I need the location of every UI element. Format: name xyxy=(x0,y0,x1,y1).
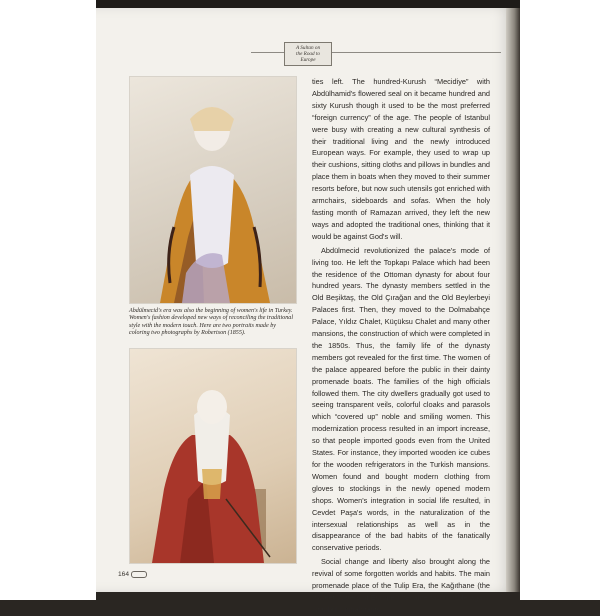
portrait-photo-red-cloak xyxy=(129,348,297,564)
portrait-illustration xyxy=(130,77,296,303)
margin-right xyxy=(520,0,600,600)
running-header-line: A Sultan on xyxy=(295,45,321,51)
paragraph: ties left. The hundred-Kurush “Mecidiye” with Abdülhamid's flowered seal on it became hundred and sixty Kurush though it used to be the most preferred “foreign currency” of the age. The people of Istanbul were busy with creating a new cultural synthesis of their traditional living and the newly introduced European ways. For example, they used to wrap up their cushions, sitting cloths and pillows in bundles and place them in boats when they moved to their summer resorts before, but now such utensils got enriched with armchairs, sideboards and sofas. When the holy fasting month of Ramazan arrived, they left the new ways and adopted the traditional ones, thinking that it would be against God's will. xyxy=(312,77,490,241)
photo-caption: Abdülmecid's era was also the beginning of women's life in Turkey. Women's fashion developed new ways of reconciling the traditional style with the modern touch. Here are two portraits made by coloring two photographs by Robertson (1855). xyxy=(129,308,294,337)
ornament-icon xyxy=(131,571,147,578)
portrait-photo-yellow-cloak xyxy=(129,76,297,304)
article-body xyxy=(312,76,490,614)
paragraph: Abdülmecid revolutionized the palace's mode of living too. He left the Topkapı Palace which had been the residence of the Ottoman dynasty for about four hundred years. The dynasty members settled in the Old Beşiktaş, the Old Çırağan and the Old Beylerbeyi Palaces first. Then, they moved to the Dolmabahçe Palace, Yıldız Chalet, Küçüksu Chalet and many other mansions, the construction of which were completed in the 1850s. Thus, the family life of the dynasty members got revealed for the first time. The women of the palace appeared before the public in their dainty promenade boats. The families of the high officials followed them. The city dwellers gradually got used to seeing transparent veils, colorful cloaks and parasols which “covered up” noble and smiling women. This modernization process resulted in an import increase, so that people imported goods even from the United States. For instance, they imported wooden ice cubes for the wooden refrigerators in the Turkish mansions. Women found and bought modern clothing from gloves to stockings in the newly opened modern shops. Women's integration in social life resulted, in Cevdet Paşa's words, in the naturalization of the intersexual relationships as well as in the disappearance of the bad habits of the fanatically conservative periods. xyxy=(312,245,490,553)
running-header xyxy=(284,42,332,66)
page-gutter-shadow xyxy=(506,8,520,592)
page-number xyxy=(118,571,147,578)
paragraph: Social change and liberty also brought along the revival of some forgotten worlds and habits. The main promenade place of the Tulip Era, the Kağıthane (the “Sweet Waters of Europe”) became fashionable again. İstanbul's inhabitants, xyxy=(312,557,490,614)
page-number-text: 164 xyxy=(118,571,130,578)
portrait-illustration xyxy=(130,349,296,563)
running-header-line: the Road to xyxy=(296,51,320,57)
running-header-line: Europe xyxy=(300,57,316,63)
margin-left xyxy=(0,0,96,600)
book-page xyxy=(96,8,516,614)
